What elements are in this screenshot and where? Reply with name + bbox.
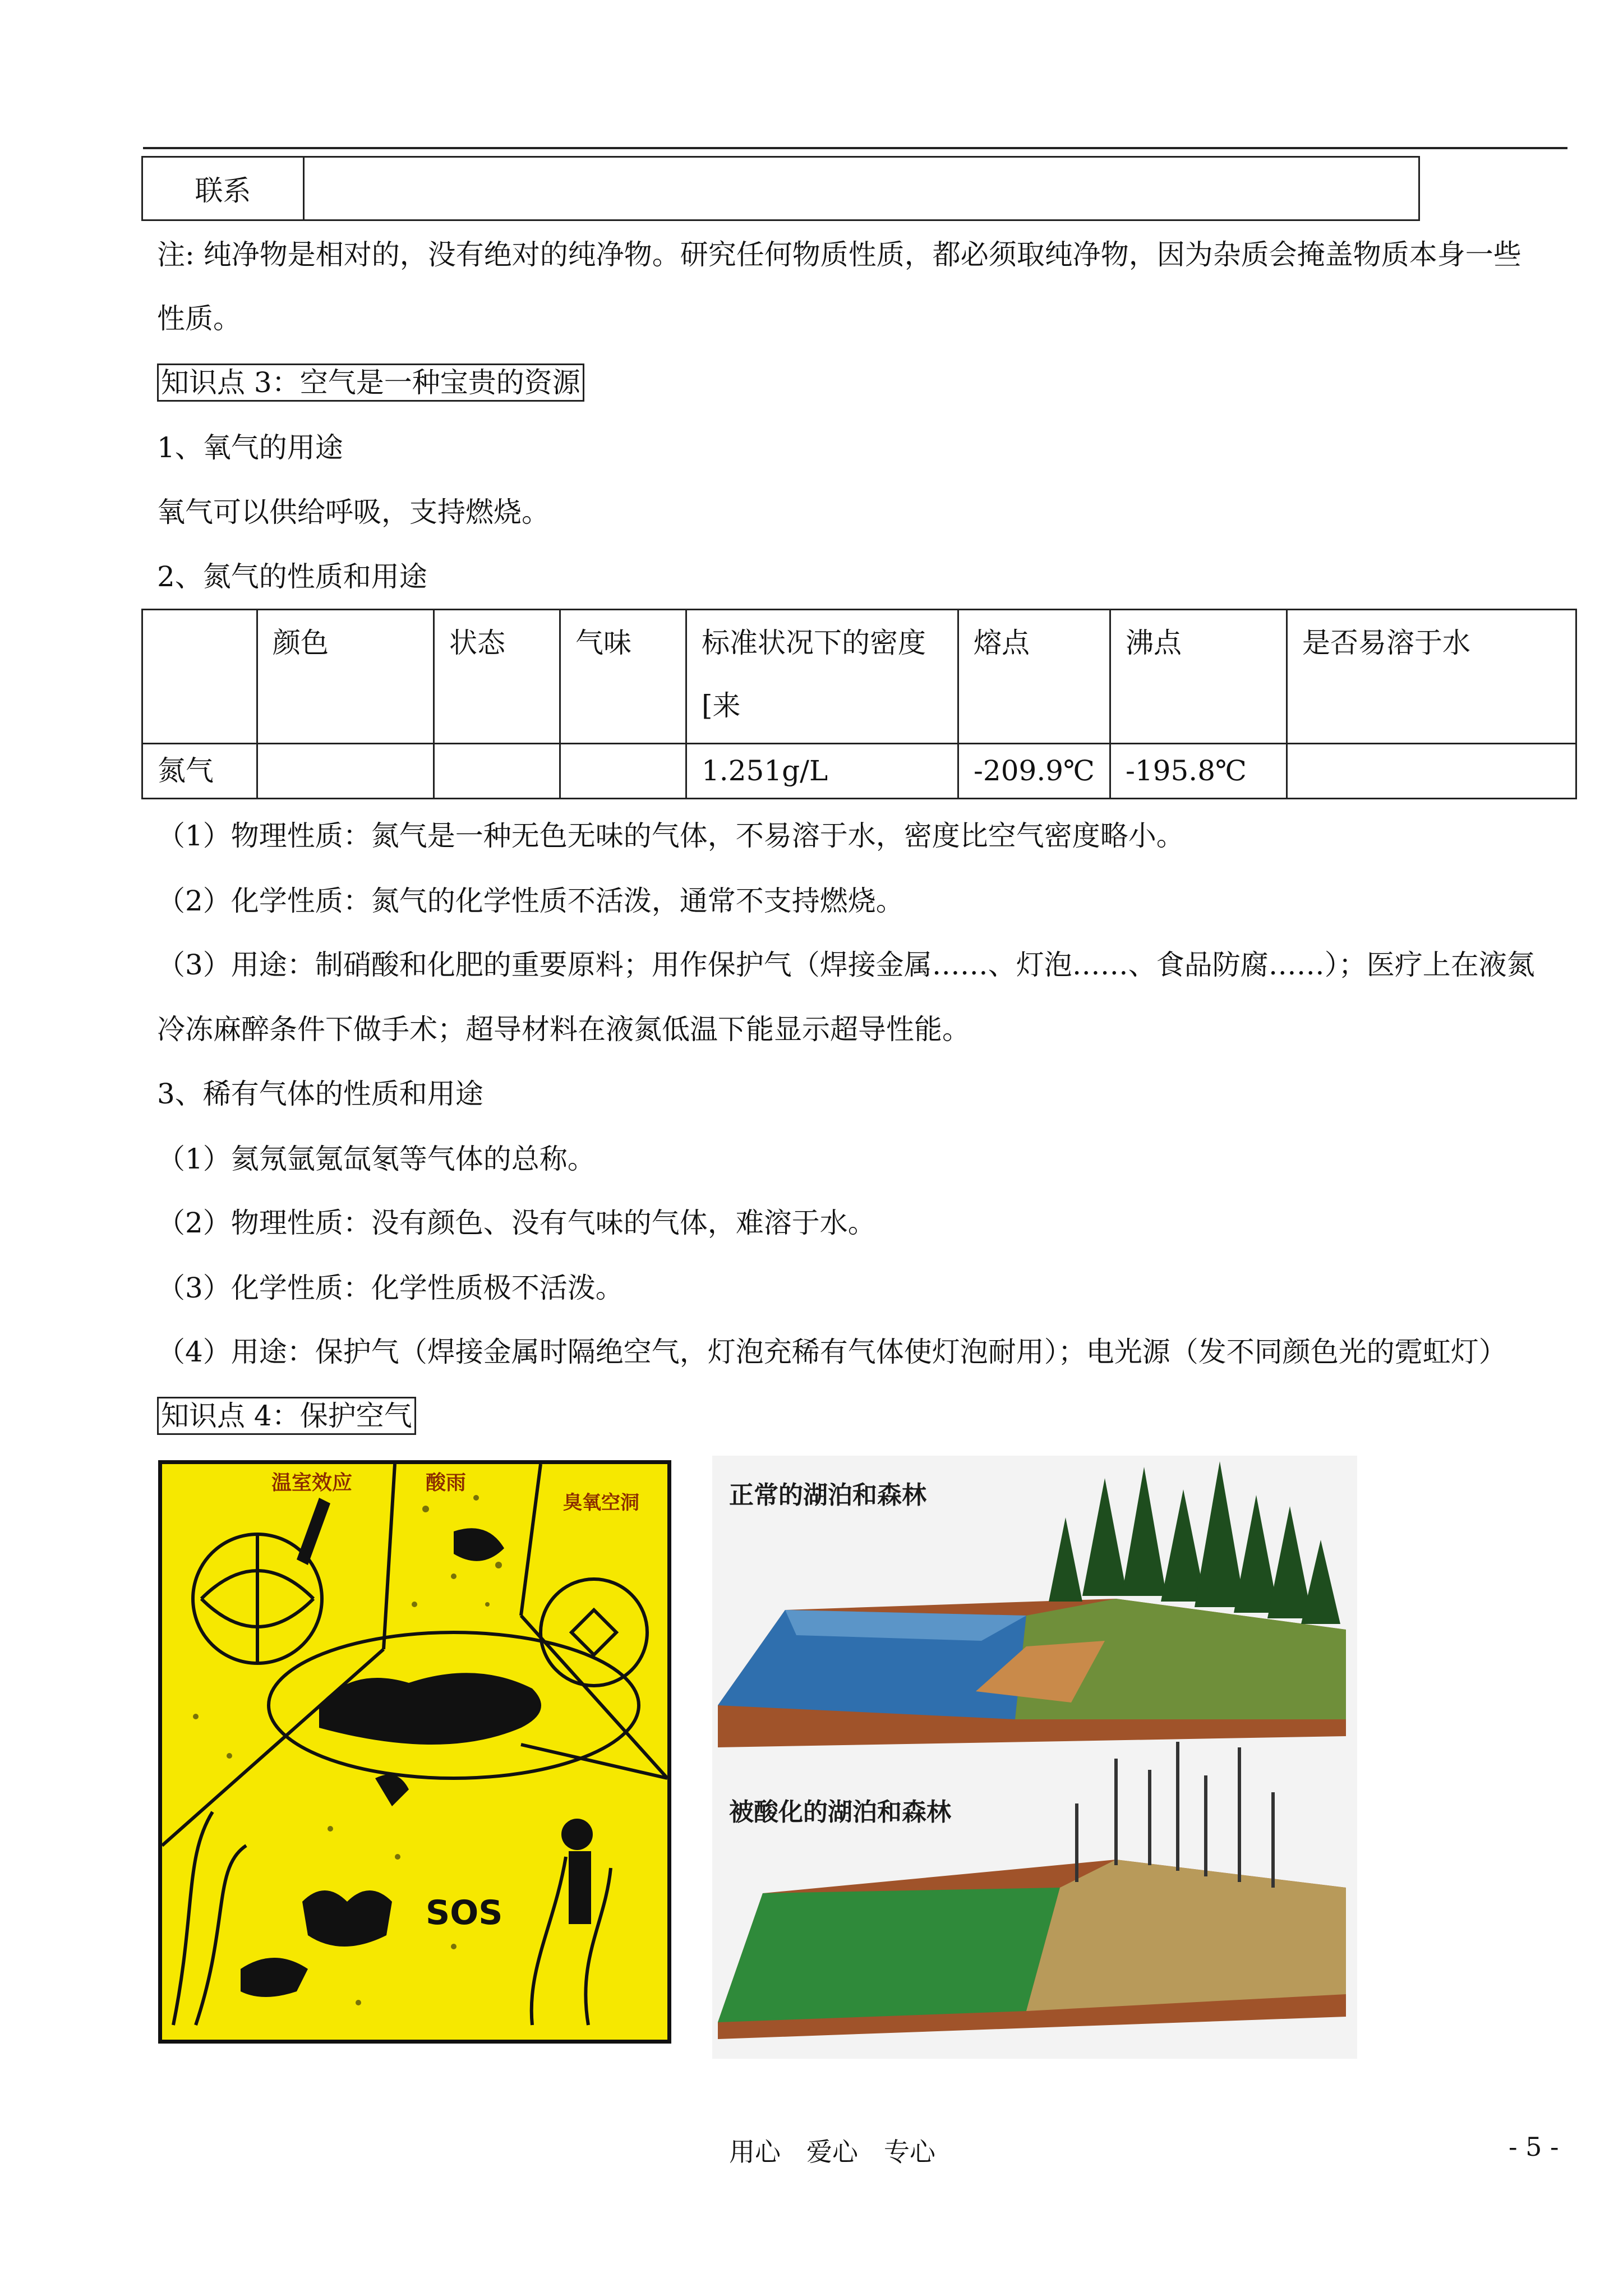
- section4-heading-text: 知识点 4：保护空气: [157, 1397, 416, 1435]
- rare-gas-p4: （4）用途：保护气（焊接金属时隔绝空气，灯泡充稀有气体使灯泡耐用）；电光源（发不同颜色光的霓虹灯）: [157, 1336, 1507, 1368]
- nitrogen-title: 2、氮气的性质和用途: [157, 560, 427, 593]
- cartoon-label-ozone: 臭氧空洞: [563, 1492, 639, 1514]
- footer-motto: 用心 爱心 专心: [729, 2137, 935, 2167]
- table-cell: -195.8℃: [1110, 744, 1287, 799]
- table-header-cell: 是否易溶于水: [1287, 610, 1576, 744]
- table-header-cell: [142, 610, 257, 744]
- table-cell: [434, 744, 560, 799]
- nitrogen-use-2: 冷冻麻醉条件下做手术；超导材料在液氮低温下能显示超导性能。: [157, 1013, 970, 1046]
- table-cell: -209.9℃: [958, 744, 1110, 799]
- table-cell: [1287, 744, 1576, 799]
- cartoon-sos-text: SOS: [426, 1893, 503, 1932]
- note-line-2: 性质。: [157, 302, 241, 335]
- lake-forest-drawing: [712, 1456, 1357, 2059]
- rare-gas-p1: （1）氦氖氩氪氙氡等气体的总称。: [157, 1143, 596, 1175]
- footer-page-number: - 5 -: [1509, 2132, 1559, 2162]
- nitrogen-properties-table: [141, 609, 1577, 799]
- oxygen-title: 1、氧气的用途: [157, 431, 343, 464]
- rare-gas-p2: （2）物理性质：没有颜色、没有气味的气体，难溶于水。: [157, 1207, 876, 1239]
- table-header-cell: 颜色: [257, 610, 434, 744]
- nitrogen-physical: （1）物理性质：氮气是一种无色无味的气体，不易溶于水，密度比空气密度略小。: [157, 820, 1184, 852]
- table-header-cell: 沸点: [1110, 610, 1287, 744]
- oxygen-text: 氧气可以供给呼吸，支持燃烧。: [157, 496, 550, 528]
- rare-gas-title: 3、稀有气体的性质和用途: [157, 1078, 483, 1110]
- note-line-1: 注: 纯净物是相对的，没有绝对的纯净物。研究任何物质性质，都必须取纯净物，因为杂质会掩盖物质本身一些: [157, 238, 1521, 271]
- nitrogen-chemical: （2）化学性质：氮气的化学性质不活泼，通常不支持燃烧。: [157, 885, 904, 917]
- table-header-cell-density: [686, 610, 958, 744]
- lake-forest-image: [712, 1456, 1357, 2059]
- table-header-cell: 气味: [560, 610, 686, 744]
- table-header-row: [142, 610, 1576, 744]
- lake-caption-normal: 正常的湖泊和森林: [729, 1481, 926, 1510]
- pollution-cartoon-image: [158, 1460, 671, 2044]
- table-header-cell: 熔点: [958, 610, 1110, 744]
- nitrogen-use-1: （3）用途：制硝酸和化肥的重要原料；用作保护气（焊接金属……、灯泡……、食品防腐……）；医疗上在液氮: [157, 949, 1535, 981]
- density-header: 标准状况下的密度: [702, 627, 926, 659]
- table-cell: 1.251g/L: [686, 744, 958, 799]
- table-cell: 氮气: [142, 744, 257, 799]
- table-cell: [257, 744, 434, 799]
- header-rule: [143, 147, 1567, 149]
- table-header-cell: 状态: [434, 610, 560, 744]
- rare-gas-p3: （3）化学性质：化学性质极不活泼。: [157, 1272, 624, 1304]
- pollution-cartoon-drawing: [162, 1464, 667, 2040]
- cartoon-label-greenhouse: 温室效应: [271, 1471, 353, 1494]
- density-header-extra: [来: [702, 689, 741, 722]
- section3-heading-text: 知识点 3：空气是一种宝贵的资源: [157, 364, 584, 402]
- cartoon-label-acid-rain: 酸雨: [426, 1471, 467, 1494]
- relation-label: 联系: [142, 157, 304, 220]
- table-row: [142, 744, 1576, 799]
- relation-table: [141, 156, 1420, 221]
- lake-caption-acidified: 被酸化的湖泊和森林: [729, 1798, 951, 1826]
- table-cell: [560, 744, 686, 799]
- relation-value: [304, 157, 1419, 220]
- section3-heading: [157, 366, 584, 399]
- section4-heading: [157, 1399, 416, 1433]
